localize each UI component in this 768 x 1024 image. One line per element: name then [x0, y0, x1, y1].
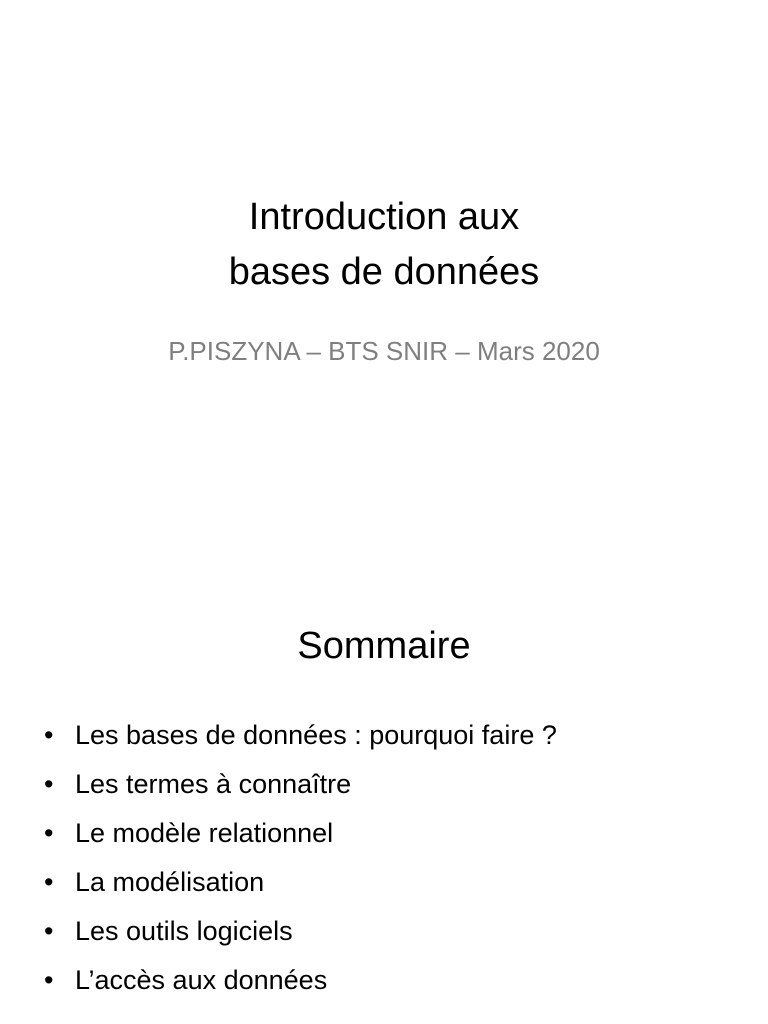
summary-item-label: La modélisation [75, 867, 265, 897]
summary-item-label: Les bases de données : pourquoi faire ? [75, 720, 557, 750]
summary-item-terms [44, 760, 744, 809]
bullet-icon: • [44, 769, 54, 799]
summary-item-label: L’accès aux données [75, 965, 328, 995]
bullet-icon: • [44, 916, 54, 946]
title-line-2: bases de données [228, 251, 540, 293]
presentation-title [0, 190, 768, 300]
bullet-icon: • [44, 720, 54, 750]
summary-slide [0, 576, 768, 1024]
bullet-icon: • [44, 965, 54, 995]
summary-item-label: Les outils logiciels [75, 916, 293, 946]
bullet-icon: • [44, 867, 54, 897]
title-line-1: Introduction aux [248, 196, 520, 238]
summary-item-label: Le modèle relationnel [75, 818, 334, 848]
bullet-icon: • [44, 818, 54, 848]
presentation-subtitle: P.PISZYNA – BTS SNIR – Mars 2020 [168, 336, 600, 366]
summary-item-label: Les termes à connaître [75, 769, 352, 799]
summary-item-relational-model [44, 809, 744, 858]
summary-list [44, 711, 744, 1005]
summary-item-modeling [44, 858, 744, 907]
summary-item-data-access [44, 956, 744, 1005]
summary-item-software-tools [44, 907, 744, 956]
summary-item-why-databases [44, 711, 744, 760]
summary-title: Sommaire [297, 625, 471, 667]
